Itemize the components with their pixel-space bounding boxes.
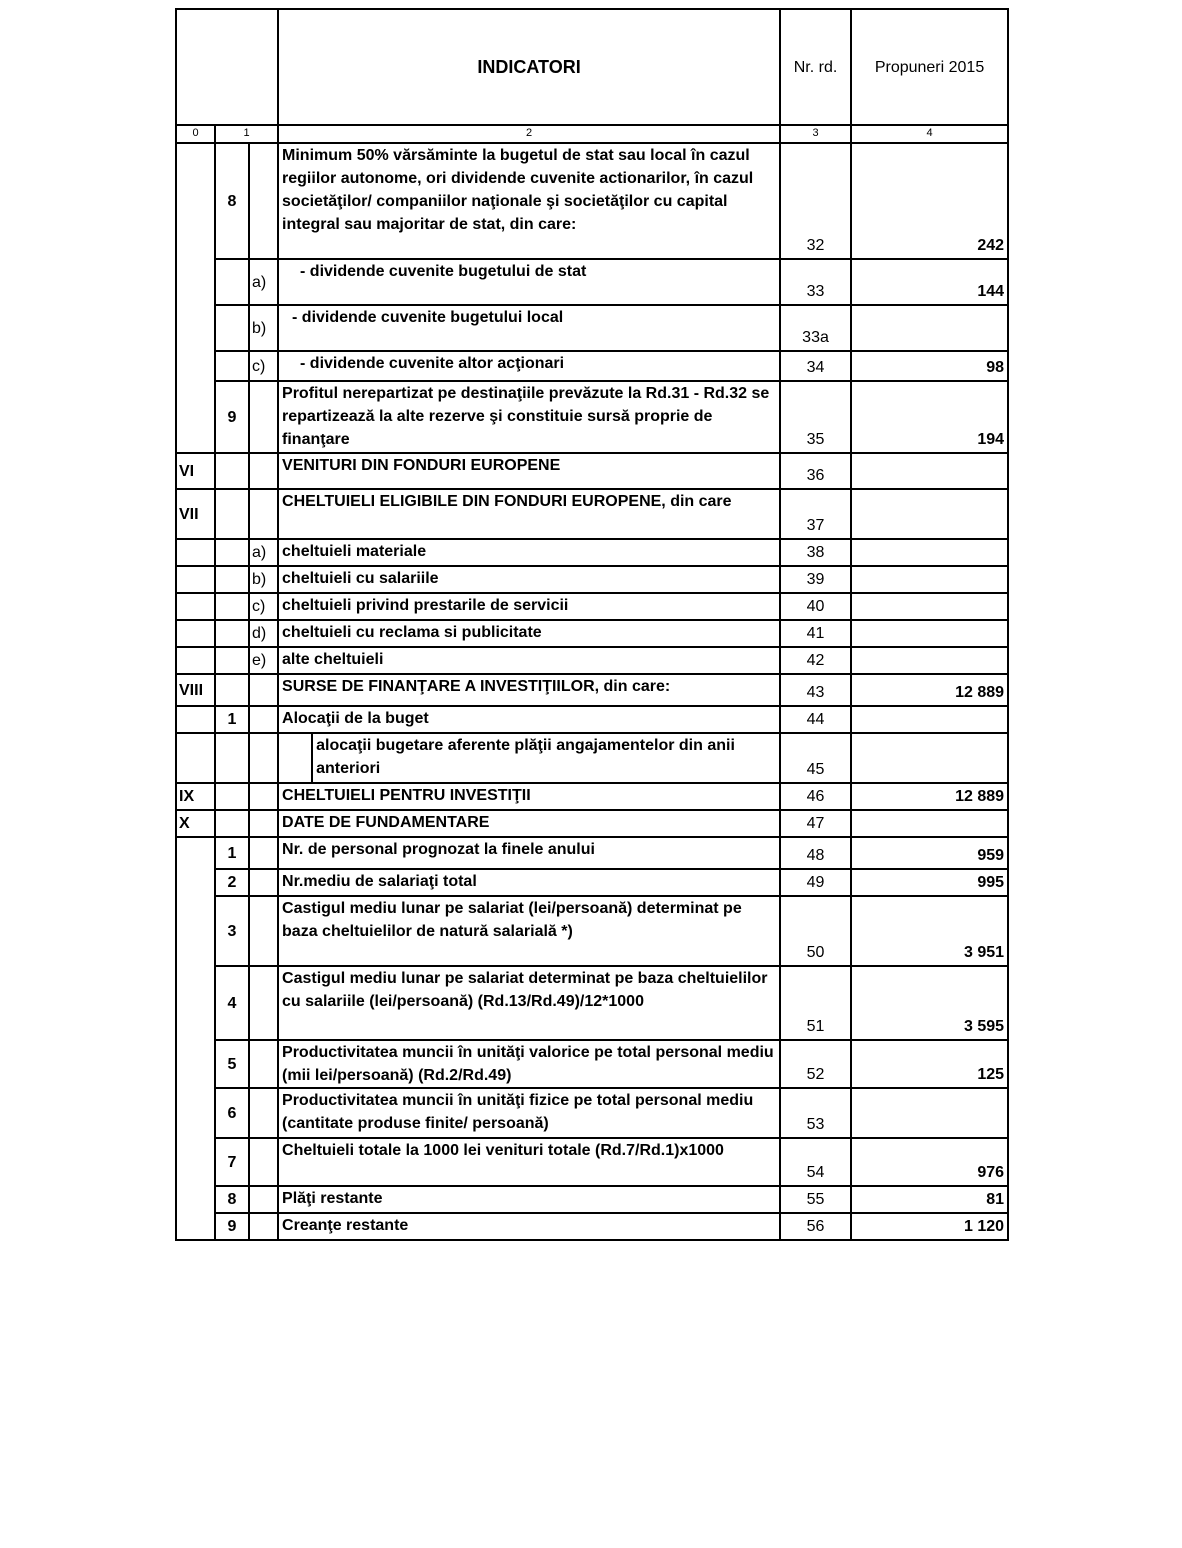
section-roman-cell	[176, 593, 215, 620]
table-row	[176, 733, 1008, 783]
section-roman-cell: VII	[176, 489, 215, 539]
section-roman-cell	[176, 381, 215, 453]
item-number-cell: 6	[215, 1088, 249, 1138]
section-roman-cell	[176, 733, 215, 783]
indicator-cell	[278, 1213, 780, 1240]
section-roman-cell	[176, 1138, 215, 1186]
row-number-cell: 53	[780, 1088, 851, 1138]
item-number-cell	[215, 453, 249, 489]
item-number-cell	[215, 539, 249, 566]
proposal-value-cell: 976	[851, 1138, 1008, 1186]
indicator-cell	[278, 837, 780, 869]
header-propuneri: Propuneri 2015	[851, 9, 1008, 125]
proposal-value-cell	[851, 539, 1008, 566]
column-number: 0	[176, 125, 215, 143]
section-roman-cell	[176, 869, 215, 896]
proposal-value-cell: 995	[851, 869, 1008, 896]
header-nr-rd: Nr. rd.	[780, 9, 851, 125]
indicator-cell	[278, 966, 780, 1040]
column-number: 3	[780, 125, 851, 143]
indicator-text: Castigul mediu lunar pe salariat (lei/persoană) determinat pe baza cheltuielilor de natură salarială *)	[282, 900, 742, 940]
sub-letter-cell	[249, 1138, 278, 1186]
indicator-text: Alocaţii de la buget	[282, 710, 429, 727]
row-number-cell: 51	[780, 966, 851, 1040]
sub-letter-cell	[249, 1186, 278, 1213]
section-roman-cell	[176, 896, 215, 966]
indicator-text: alocaţii bugetare aferente plăţii angajamentelor din anii anteriori	[316, 737, 735, 777]
item-number-cell	[215, 783, 249, 810]
proposal-value-cell: 959	[851, 837, 1008, 869]
indicator-cell	[278, 351, 780, 381]
indicator-cell	[278, 1186, 780, 1213]
indicator-cell	[278, 539, 780, 566]
row-number-cell: 44	[780, 706, 851, 733]
sub-letter-cell	[249, 869, 278, 896]
table-row	[176, 305, 1008, 351]
proposal-value-cell: 242	[851, 143, 1008, 259]
proposal-value-cell	[851, 733, 1008, 783]
indicator-text: CHELTUIELI PENTRU INVESTIŢII	[282, 787, 531, 804]
section-roman-cell	[176, 566, 215, 593]
proposal-value-cell: 3 951	[851, 896, 1008, 966]
proposal-value-cell: 98	[851, 351, 1008, 381]
row-number-cell: 56	[780, 1213, 851, 1240]
sub-letter-cell: b)	[249, 566, 278, 593]
table-row	[176, 1213, 1008, 1240]
item-number-cell: 5	[215, 1040, 249, 1088]
table-row	[176, 706, 1008, 733]
indicators-table	[175, 8, 1009, 1241]
row-number-cell: 55	[780, 1186, 851, 1213]
column-number: 1	[215, 125, 278, 143]
indicator-text: VENITURI DIN FONDURI EUROPENE	[282, 457, 561, 474]
table-row	[176, 869, 1008, 896]
column-number: 2	[278, 125, 780, 143]
section-roman-cell: VI	[176, 453, 215, 489]
section-roman-cell	[176, 620, 215, 647]
indicator-text: - dividende cuvenite bugetului local	[292, 309, 564, 326]
table-row	[176, 674, 1008, 706]
table-row	[176, 566, 1008, 593]
indicator-cell	[278, 1088, 780, 1138]
table-row	[176, 810, 1008, 837]
item-number-cell: 8	[215, 1186, 249, 1213]
sub-letter-cell: c)	[249, 593, 278, 620]
indicator-text: cheltuieli cu salariile	[282, 570, 439, 587]
proposal-value-cell: 12 889	[851, 674, 1008, 706]
indicator-cell	[278, 647, 780, 674]
item-number-cell	[215, 489, 249, 539]
row-number-cell: 32	[780, 143, 851, 259]
section-roman-cell	[176, 259, 215, 305]
row-number-cell: 33	[780, 259, 851, 305]
section-roman-cell	[176, 706, 215, 733]
table-row	[176, 620, 1008, 647]
item-number-cell	[215, 810, 249, 837]
sub-letter-cell	[249, 837, 278, 869]
sub-letter-cell	[249, 783, 278, 810]
sub-letter-cell: c)	[249, 351, 278, 381]
item-number-cell	[215, 259, 249, 305]
section-roman-cell	[176, 305, 215, 351]
section-roman-cell	[176, 837, 215, 869]
table-row	[176, 783, 1008, 810]
row-number-cell: 50	[780, 896, 851, 966]
sub-letter-cell	[249, 966, 278, 1040]
proposal-value-cell	[851, 566, 1008, 593]
section-roman-cell	[176, 647, 215, 674]
item-number-cell	[215, 305, 249, 351]
proposal-value-cell	[851, 305, 1008, 351]
proposal-value-cell	[851, 453, 1008, 489]
indicator-cell	[278, 566, 780, 593]
indicator-cell	[278, 305, 780, 351]
indicator-text: Productivitatea muncii în unităţi valorice pe total personal mediu (mii lei/persoană) (Rd.2/Rd.49)	[282, 1044, 774, 1084]
sub-letter-cell: d)	[249, 620, 278, 647]
indicator-text: Nr.mediu de salariaţi total	[282, 873, 477, 890]
sub-letter-cell	[249, 674, 278, 706]
row-number-cell: 37	[780, 489, 851, 539]
row-number-cell: 43	[780, 674, 851, 706]
proposal-value-cell: 81	[851, 1186, 1008, 1213]
table-row	[176, 1138, 1008, 1186]
item-number-cell: 8	[215, 143, 249, 259]
table-row	[176, 1186, 1008, 1213]
row-number-cell: 54	[780, 1138, 851, 1186]
sub-letter-cell	[249, 1040, 278, 1088]
item-number-cell: 4	[215, 966, 249, 1040]
item-number-cell	[215, 647, 249, 674]
indicator-cell	[278, 869, 780, 896]
item-number-cell	[215, 593, 249, 620]
sub-letter-cell	[249, 453, 278, 489]
table-row	[176, 381, 1008, 453]
table-row	[176, 1040, 1008, 1088]
proposal-value-cell	[851, 647, 1008, 674]
item-number-cell: 1	[215, 706, 249, 733]
table-row	[176, 837, 1008, 869]
item-number-cell	[215, 566, 249, 593]
row-number-cell: 36	[780, 453, 851, 489]
sub-letter-cell	[249, 381, 278, 453]
row-number-cell: 42	[780, 647, 851, 674]
proposal-value-cell: 12 889	[851, 783, 1008, 810]
section-roman-cell	[176, 1213, 215, 1240]
indicator-text: DATE DE FUNDAMENTARE	[282, 814, 490, 831]
row-number-cell: 48	[780, 837, 851, 869]
header-indicatori: INDICATORI	[278, 9, 780, 125]
indicator-text: Productivitatea muncii în unităţi fizice pe total personal mediu (cantitate produse finite/ persoană)	[282, 1092, 754, 1132]
row-number-cell: 45	[780, 733, 851, 783]
table-row	[176, 647, 1008, 674]
indicator-cell	[278, 706, 780, 733]
section-roman-cell	[176, 351, 215, 381]
sub-letter-cell	[249, 706, 278, 733]
section-roman-cell: VIII	[176, 674, 215, 706]
proposal-value-cell	[851, 810, 1008, 837]
item-number-cell	[215, 620, 249, 647]
section-roman-cell	[176, 1186, 215, 1213]
table-row	[176, 351, 1008, 381]
table-row	[176, 593, 1008, 620]
row-number-cell: 33a	[780, 305, 851, 351]
indicator-text: alte cheltuieli	[282, 651, 384, 668]
item-number-cell: 7	[215, 1138, 249, 1186]
sub-letter-cell	[249, 1088, 278, 1138]
item-number-cell: 9	[215, 381, 249, 453]
sub-letter-cell	[249, 143, 278, 259]
proposal-value-cell	[851, 489, 1008, 539]
indicator-cell	[278, 489, 780, 539]
item-number-cell	[215, 351, 249, 381]
row-number-cell: 39	[780, 566, 851, 593]
section-roman-cell	[176, 1040, 215, 1088]
indicator-cell	[278, 810, 780, 837]
sub-letter-cell	[249, 810, 278, 837]
row-number-cell: 35	[780, 381, 851, 453]
proposal-value-cell: 194	[851, 381, 1008, 453]
proposal-value-cell: 125	[851, 1040, 1008, 1088]
indicator-cell	[278, 1138, 780, 1186]
column-number-row	[176, 125, 1008, 143]
sub-letter-cell: a)	[249, 259, 278, 305]
proposal-value-cell	[851, 1088, 1008, 1138]
table-row	[176, 896, 1008, 966]
row-number-cell: 40	[780, 593, 851, 620]
proposal-value-cell: 3 595	[851, 966, 1008, 1040]
item-number-cell	[215, 733, 249, 783]
row-number-cell: 49	[780, 869, 851, 896]
table-row	[176, 539, 1008, 566]
table-row	[176, 259, 1008, 305]
indicator-text: Nr. de personal prognozat la finele anului	[282, 841, 595, 858]
indicator-text: cheltuieli privind prestarile de servicii	[282, 597, 569, 614]
sub-letter-cell: b)	[249, 305, 278, 351]
indicator-text: Plăţi restante	[282, 1190, 383, 1207]
section-roman-cell: X	[176, 810, 215, 837]
row-number-cell: 38	[780, 539, 851, 566]
proposal-value-cell	[851, 706, 1008, 733]
row-number-cell: 34	[780, 351, 851, 381]
indicator-text: Castigul mediu lunar pe salariat determinat pe baza cheltuielilor cu salariile (lei/persoană) (Rd.13/Rd.49)/12*1000	[282, 970, 768, 1010]
sub-letter-cell	[249, 489, 278, 539]
indicator-text: - dividende cuvenite altor acţionari	[300, 355, 565, 372]
header-row	[176, 9, 1008, 125]
item-number-cell	[215, 674, 249, 706]
section-roman-cell	[176, 539, 215, 566]
indicator-cell	[278, 593, 780, 620]
table-row	[176, 489, 1008, 539]
proposal-value-cell	[851, 593, 1008, 620]
proposal-value-cell: 1 120	[851, 1213, 1008, 1240]
table-row	[176, 453, 1008, 489]
sub-letter-cell: a)	[249, 539, 278, 566]
section-roman-cell	[176, 143, 215, 259]
proposal-value-cell	[851, 620, 1008, 647]
item-number-cell: 2	[215, 869, 249, 896]
indicator-cell	[278, 259, 780, 305]
indicator-text: cheltuieli cu reclama si publicitate	[282, 624, 542, 641]
item-number-cell: 9	[215, 1213, 249, 1240]
row-number-cell: 46	[780, 783, 851, 810]
indicator-text: Minimum 50% vărsăminte la bugetul de stat sau local în cazul regiilor autonome, ori dividende cuvenite actionarilor, în cazul societăţilor/ companiilor naţionale şi societăţilor cu capital integral sau majoritar de stat, din care:	[282, 147, 754, 233]
indicator-cell	[278, 733, 780, 783]
row-number-cell: 47	[780, 810, 851, 837]
proposal-value-cell: 144	[851, 259, 1008, 305]
indicator-text: Profitul nerepartizat pe destinaţiile prevăzute la Rd.31 - Rd.32 se repartizează la alte rezerve şi constituie sursă proprie de finanţare	[282, 385, 770, 448]
indicator-cell	[278, 896, 780, 966]
indicator-text: cheltuieli materiale	[282, 543, 427, 560]
section-roman-cell	[176, 1088, 215, 1138]
indicator-cell	[278, 381, 780, 453]
indicator-cell	[278, 453, 780, 489]
table-row	[176, 143, 1008, 259]
table-row	[176, 1088, 1008, 1138]
table-row	[176, 966, 1008, 1040]
indicator-cell	[278, 143, 780, 259]
section-roman-cell: IX	[176, 783, 215, 810]
item-number-cell: 3	[215, 896, 249, 966]
section-roman-cell	[176, 966, 215, 1040]
sub-letter-cell	[249, 1213, 278, 1240]
indicator-text: SURSE DE FINANŢARE A INVESTIŢIILOR, din care:	[282, 678, 671, 695]
indicator-cell	[278, 783, 780, 810]
item-number-cell: 1	[215, 837, 249, 869]
row-number-cell: 52	[780, 1040, 851, 1088]
sub-letter-cell	[249, 896, 278, 966]
header-blank-cell	[176, 9, 278, 125]
row-number-cell: 41	[780, 620, 851, 647]
indicator-text: Creanţe restante	[282, 1217, 409, 1234]
indicator-text: Cheltuieli totale la 1000 lei venituri totale (Rd.7/Rd.1)x1000	[282, 1142, 724, 1159]
sub-letter-cell: e)	[249, 647, 278, 674]
indicator-cell	[278, 620, 780, 647]
sub-letter-cell	[249, 733, 278, 783]
indicator-text: CHELTUIELI ELIGIBILE DIN FONDURI EUROPENE, din care	[282, 493, 732, 510]
indicator-cell	[278, 1040, 780, 1088]
indicator-text: - dividende cuvenite bugetului de stat	[300, 263, 587, 280]
column-number: 4	[851, 125, 1008, 143]
indicator-cell	[278, 674, 780, 706]
